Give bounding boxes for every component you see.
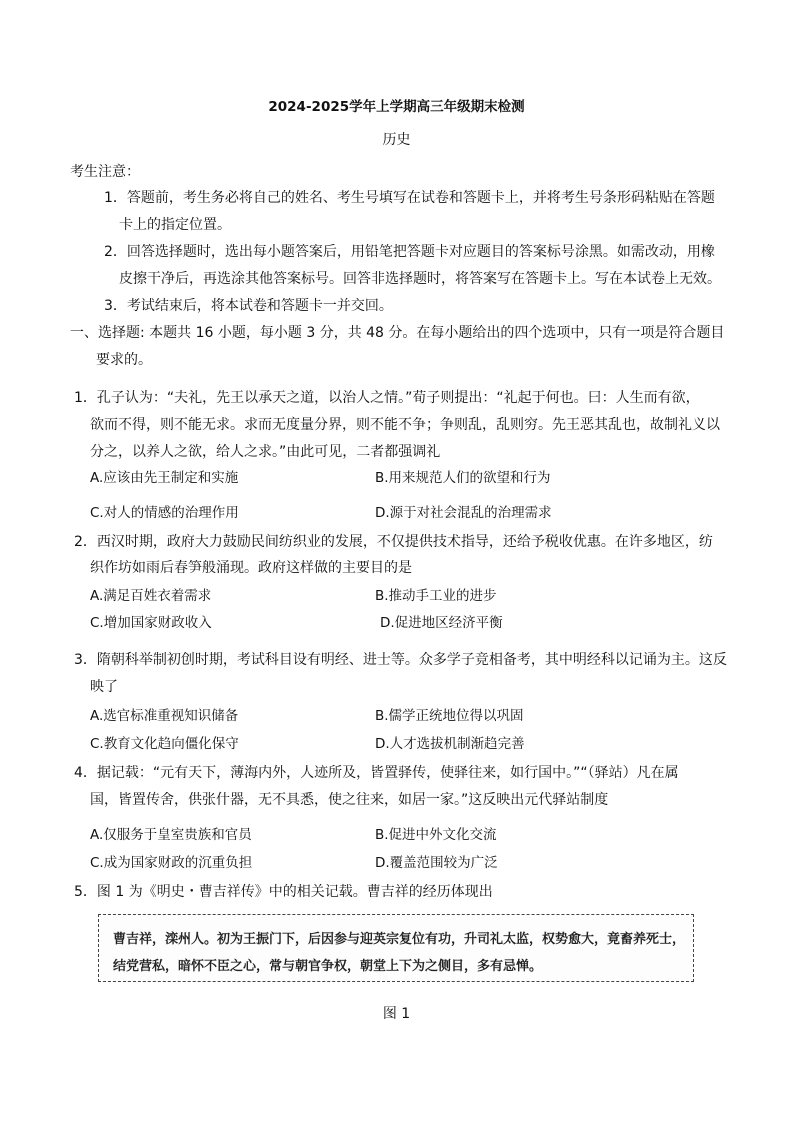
figure-1-line-2: 结党营私，暗怀不臣之心，常与朝官争权，朝堂上下为之侧目，多有忌惮。	[113, 959, 543, 974]
question-3-option-b[interactable]: B.儒学正统地位得以巩固	[375, 708, 524, 724]
section-instruction-line-2: 要求的。	[96, 352, 152, 368]
notice-heading: 考生注意：	[70, 164, 140, 180]
question-3-line-2: 映了	[90, 679, 118, 695]
question-4-line-2: 国，皆置传舍，供张什器，无不具悉，使之往来，如居一家。”这反映出元代驿站制度	[90, 792, 609, 808]
question-4-option-b[interactable]: B.促进中外文化交流	[375, 827, 497, 843]
question-3-option-a[interactable]: A.选官标准重视知识储备	[90, 708, 239, 724]
exam-title: 2024-2025学年上学期高三年级期末检测	[268, 99, 525, 115]
figure-1-caption: 图 1	[382, 1006, 411, 1022]
question-1-option-b[interactable]: B.用来规范人们的欲望和行为	[375, 470, 551, 486]
question-2-option-b[interactable]: B.推动手工业的进步	[375, 588, 497, 604]
question-2-option-c[interactable]: C.增加国家财政收入	[90, 615, 212, 631]
question-1-line-1: 1．孔子认为：“夫礼，先王以承天之道，以治人之情。”荀子则提出：“礼起于何也。曰：人生而有欲，	[74, 390, 700, 406]
question-3-line-1: 3．隋朝科举制初创时期，考试科目设有明经、进士等。众多学子竞相备考，其中明经科以记诵为主。这反	[74, 652, 727, 668]
question-2-option-d[interactable]: D.促进地区经济平衡	[380, 615, 503, 631]
exam-subject: 历史	[382, 132, 411, 148]
notice-item-2-line-2: 皮擦干净后，再选涂其他答案标号。回答非选择题时，将答案写在答题卡上。写在本试卷上无效。	[119, 271, 721, 287]
question-2-line-1: 2．西汉时期，政府大力鼓励民间纺织业的发展，不仅提供技术指导，还给予税收优惠。在许多地区，纺	[74, 534, 713, 550]
question-1-line-3: 分之，以养人之欲，给人之求。”由此可见，二者都强调礼	[90, 444, 441, 460]
question-1-option-c[interactable]: C.对人的情感的治理作用	[90, 505, 239, 521]
question-2-line-2: 织作坊如雨后春笋般涌现。政府这样做的主要目的是	[90, 560, 412, 576]
figure-1-line-1: 曹吉祥，滦州人。初为王振门下，后因参与迎英宗复位有功，升司礼太监，权势愈大，竟畜养死士，	[113, 932, 686, 947]
notice-item-2-line-1: 2．回答选择题时，选出每小题答案后，用铅笔把答题卡对应题目的答案标号涂黑。如需改动，用橡	[104, 244, 715, 260]
question-2-option-a[interactable]: A.满足百姓衣着需求	[90, 588, 212, 604]
question-1-option-a[interactable]: A.应该由先王制定和实施	[90, 470, 239, 486]
notice-item-1-line-1: 1．答题前，考生务必将自己的姓名、考生号填写在试卷和答题卡上，并将考生号条形码粘贴在答题	[104, 190, 715, 206]
notice-item-3: 3．考试结束后，将本试卷和答题卡一并交回。	[104, 298, 393, 314]
notice-item-1-line-2: 卡上的指定位置。	[119, 217, 231, 233]
question-4-option-d[interactable]: D.覆盖范围较为广泛	[375, 855, 498, 871]
figure-1-excerpt	[98, 914, 694, 982]
question-3-option-d[interactable]: D.人才选拔机制渐趋完善	[375, 736, 525, 752]
question-5-line-1: 5．图 1 为《明史・曹吉祥传》中的相关记载。曹吉祥的经历体现出	[74, 884, 493, 900]
question-4-option-a[interactable]: A.仅服务于皇室贵族和官员	[90, 827, 252, 843]
section-instruction-line-1: 一、选择题: 本题共 16 小题，每小题 3 分，共 48 分。在每小题给出的四个选项中，只有一项是符合题目	[70, 325, 725, 341]
question-3-option-c[interactable]: C.教育文化趋向僵化保守	[90, 736, 239, 752]
question-1-line-2: 欲而不得，则不能无求。求而无度量分界，则不能不争；争则乱，乱则穷。先王恶其乱也，故制礼义以	[90, 417, 720, 433]
question-4-line-1: 4．据记载：“元有天下，薄海内外，人迹所及，皆置驿传，使驿往来，如行国中。”“（驿站）凡在属	[74, 765, 679, 781]
question-1-option-d[interactable]: D.源于对社会混乱的治理需求	[375, 505, 552, 521]
question-4-option-c[interactable]: C.成为国家财政的沉重负担	[90, 855, 253, 871]
